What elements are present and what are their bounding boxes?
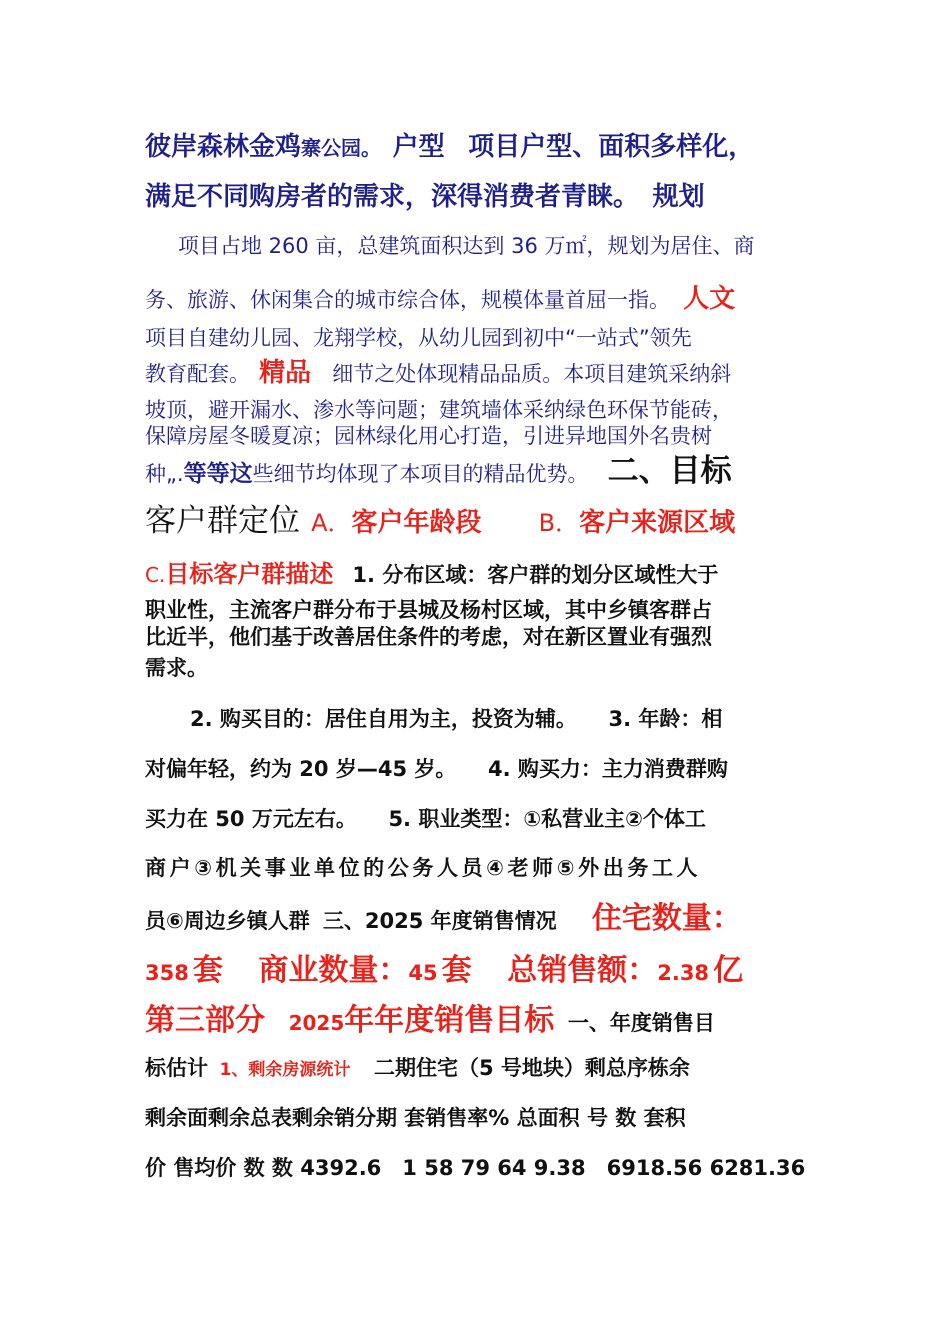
unit-type-text: 项目户型、面积多样化， [468, 132, 755, 162]
label-b: B． [538, 509, 580, 537]
distribution-text-4: 需求。 [145, 656, 208, 680]
line-10 [145, 503, 736, 539]
annual-target-heading-cont: 标估计 [145, 1056, 208, 1080]
item-customer-age: 客户年龄段 [351, 508, 482, 538]
age-text: 3. 年龄：相 [608, 707, 723, 731]
residential-count-value: 358 [145, 961, 189, 985]
unit-type-text-cont: 满足不同购房者的需求，深得消费者青睐。 [145, 182, 640, 212]
remaining-inventory-heading: 1、剩余房源统计 [219, 1060, 351, 1080]
line-22 [145, 1058, 690, 1079]
line-24 [145, 1158, 805, 1179]
occupation-text-2: 商户③机关事业单位的公务人员④老师⑤外出务工人 [145, 856, 702, 880]
occupation-text: 5. 职业类型：①私营业主②个体工 [388, 807, 706, 831]
line-18 [145, 858, 701, 879]
line-2 [145, 184, 705, 210]
heading-culture: 人文 [683, 284, 736, 314]
part-3-year: 2025 [288, 1011, 345, 1035]
part-3-subtitle: 年年度销售目标 [344, 1003, 555, 1038]
culture-text: 项目自建幼儿园、龙翔学校，从幼儿园到初中“一站式”领先 [145, 326, 692, 350]
total-sales-unit: 亿 [713, 953, 744, 988]
total-sales-value: 2.38 [657, 961, 710, 985]
project-name-suffix: 寨公园。 [301, 136, 382, 160]
heading-unit-type: 户型 [392, 132, 445, 162]
distribution-text-3: 比近半，他们基于改善居住条件的考虑，对在新区置业有强烈 [145, 625, 712, 649]
quality-text-3: 保障房屋冬暖夏凉；园林绿化用心打造，引进异地国外名贵树 [145, 424, 712, 448]
quality-text-2: 坡顶，避开漏水、渗水等问题；建筑墙体采纳绿色环保节能砖， [145, 398, 733, 422]
line-12 [145, 600, 712, 621]
age-text-cont: 对偏年轻，约为 20 岁—45 岁。 [145, 757, 457, 781]
table-values-text: 价 售均价 数 数 4392.6 1 58 79 64 9.38 6918.56 6281.36 [145, 1156, 806, 1180]
quality-text-4a: 种„. [145, 462, 184, 486]
commercial-count-unit: 套 [441, 953, 472, 988]
line-7 [145, 400, 733, 421]
distribution-text: 1. 分布区域：客户群的划分区域性大于 [352, 563, 719, 587]
annual-target-heading: 一、年度销售目 [567, 1011, 715, 1035]
quality-text-4b: 等等这 [183, 461, 253, 487]
residential-count-unit: 套 [192, 953, 223, 988]
culture-text-cont: 教育配套。 [145, 362, 250, 386]
line-6 [145, 360, 731, 386]
part-3-title: 第三部分 [145, 1003, 265, 1038]
label-c: C. [145, 563, 166, 587]
quality-text-4c: 些细节均体现了本项目的精品优势。 [252, 462, 589, 486]
purchasing-power-text-cont: 买力在 50 万元左右。 [145, 807, 357, 831]
line-15 [190, 709, 722, 730]
distribution-text-2: 职业性，主流客户群分布于县城及杨村区域，其中乡镇客群占 [145, 598, 712, 622]
line-21 [145, 1003, 715, 1038]
item-target-description: 目标客户群描述 [165, 560, 334, 588]
section-2-title-cont: 客户群定位 [145, 503, 300, 539]
line-13 [145, 627, 712, 648]
purchasing-power-text: 4. 购买力：主力消费群购 [487, 757, 728, 781]
item-customer-origin: 客户来源区域 [579, 508, 736, 538]
section-2-title: 二、目标 [607, 453, 732, 489]
line-19 [145, 901, 742, 936]
line-16 [145, 759, 728, 780]
line-11 [145, 562, 718, 586]
line-3 [178, 236, 755, 257]
commercial-count-value: 45 [408, 961, 438, 985]
line-9 [145, 453, 732, 489]
line-14 [145, 658, 208, 679]
line-4 [145, 286, 735, 312]
project-name-text: 彼岸森林金鸡 [145, 132, 302, 162]
label-commercial-count: 商业数量： [258, 953, 409, 988]
line-17 [145, 809, 706, 830]
label-a: A． [311, 509, 352, 537]
label-total-sales: 总销售额： [507, 953, 658, 988]
planning-text-cont: 务、旅游、休闲集合的城市综合体，规模体量首屈一指。 [145, 288, 670, 312]
heading-planning: 规划 [652, 182, 705, 212]
line-23 [145, 1108, 686, 1129]
occupation-text-3: 员⑥周边乡镇人群 [145, 909, 310, 933]
label-residential-count: 住宅数量： [591, 901, 742, 936]
quality-text: 细节之处体现精品品质。本项目建筑采纳斜 [332, 362, 732, 386]
line-1 [145, 134, 754, 160]
planning-text: 项目占地 260 亩，总建筑面积达到 36 万㎡，规划为居住、商 [178, 234, 755, 258]
purchase-purpose-text: 2. 购买目的：居住自用为主，投资为辅。 [190, 707, 577, 731]
line-8 [145, 426, 712, 447]
table-header-text: 剩余面剩余总表剩余销分期 套销售率% 总面积 号 数 套积 [145, 1106, 686, 1130]
line-20 [145, 953, 744, 988]
line-5 [145, 328, 692, 349]
section-3-title: 三、2025 年度销售情况 [322, 909, 557, 933]
phase-2-residential-text: 二期住宅（5 号地块）剩总序栋余 [374, 1056, 690, 1080]
heading-quality: 精品 [259, 358, 312, 388]
